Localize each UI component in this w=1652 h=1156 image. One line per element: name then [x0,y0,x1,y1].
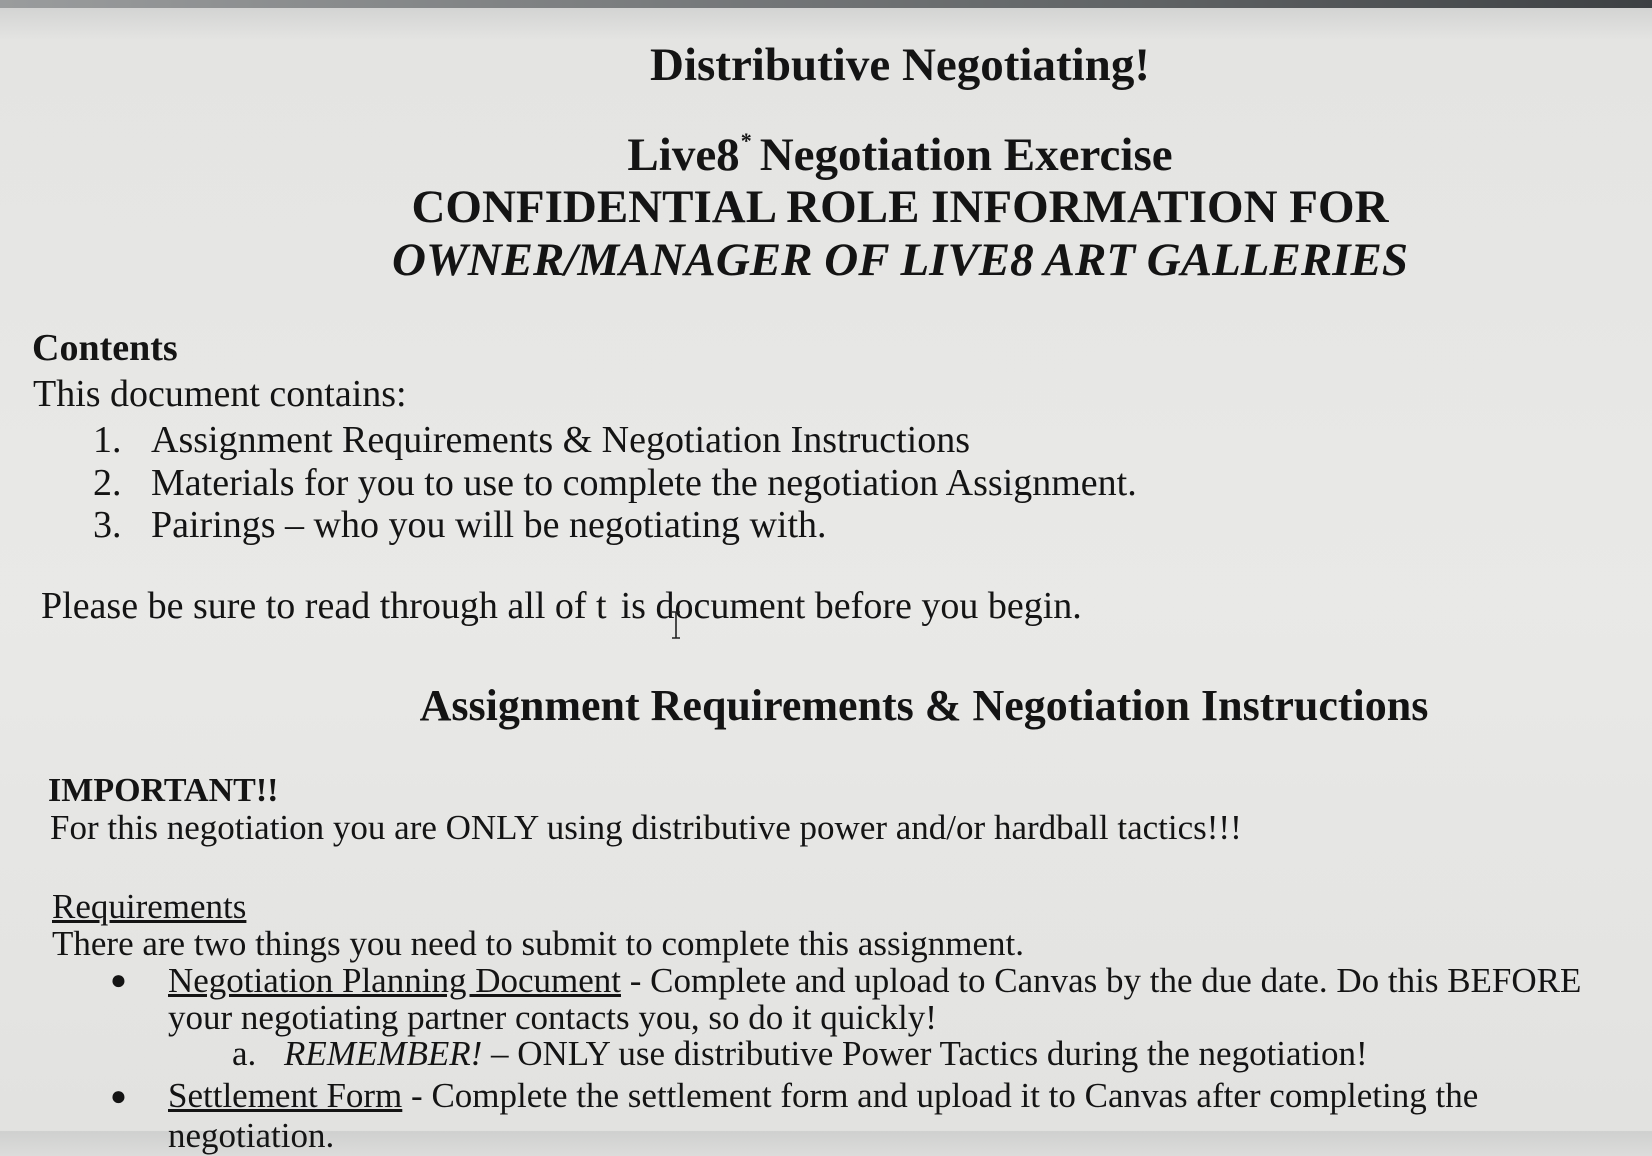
document-subtitle [0,128,1652,182]
sub-list-number: a. [232,1034,257,1073]
read-note-end: is document before you begin. [620,585,1082,627]
subtitle-prefix: Live8 [627,129,740,181]
planning-text-line2: your negotiating partner contacts you, so do it quickly! [168,998,937,1037]
requirement-item-settlement [168,1076,1478,1116]
list-item-text: Materials for you to use to complete the negotiation Assignment. [151,462,1137,504]
list-item-text: Assignment Requirements & Negotiation Instructions [151,419,971,461]
contents-heading: Contents [32,327,178,369]
requirements-heading: Requirements [52,887,247,926]
important-text: For this negotiation you are ONLY using distributive power and/or hardball tactics!!! [50,808,1242,847]
role-heading-line2: OWNER/MANAGER OF LIVE8 ART GALLERIES [392,234,1408,286]
contents-intro: This document contains: [33,373,407,415]
read-note-start: Please be sure to read through all of t [41,585,607,627]
footnote-mark: * [740,128,752,153]
role-heading-line1: CONFIDENTIAL ROLE INFORMATION FOR [411,181,1389,233]
contents-list-item [93,503,827,547]
planning-document-link[interactable]: Negotiation Planning Document [168,961,621,1000]
text-cursor-icon [671,611,681,639]
subtitle-suffix: Negotiation Exercise [759,129,1173,181]
list-number: 1. [93,419,122,461]
bullet-icon: ● [110,1081,127,1112]
read-note [41,584,1082,628]
planning-text-line1: - Complete and upload to Canvas by the due date. Do this BEFORE [620,961,1582,1000]
contents-list-item [93,461,1137,505]
remember-text: – ONLY use distributive Power Tactics during the negotiation! [482,1034,1368,1073]
document-title: Distributive Negotiating! [650,39,1150,91]
bullet-icon: ● [110,965,127,996]
settlement-text-line2: negotiation. [168,1116,335,1155]
contents-list-item [93,418,970,462]
list-number: 3. [93,504,122,546]
list-number: 2. [93,462,122,504]
remember-emphasis: REMEMBER! [284,1034,483,1073]
settlement-text-line1: - Complete the settlement form and upload it to Canvas after completing the [402,1076,1479,1115]
section-heading: Assignment Requirements & Negotiation Instructions [419,681,1429,730]
requirements-intro: There are two things you need to submit to complete this assignment. [52,924,1025,963]
list-item-text: Pairings – who you will be negotiating with. [151,504,827,546]
requirement-item-planning [168,961,1581,1001]
settlement-form-link[interactable]: Settlement Form [168,1076,403,1115]
important-label: IMPORTANT!! [48,772,279,809]
sub-list-item [232,1034,1368,1074]
